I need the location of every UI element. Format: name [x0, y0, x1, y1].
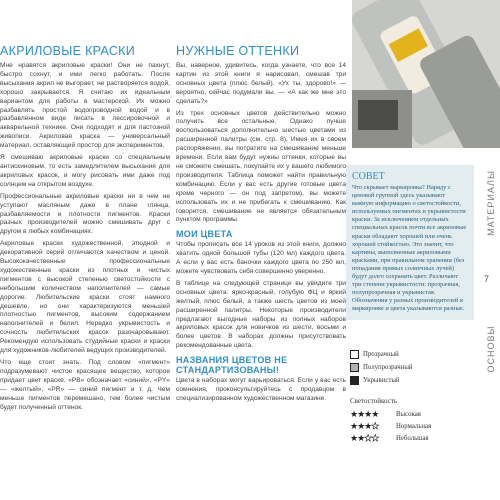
advice-title: СОВЕТ: [352, 171, 385, 182]
acrylic-p1: Мне нравятся акриловые краски! Они не пахнут, быстро сохнут, и ими легко работать. После высыхания акрил не выгорает, не растворяется водой, хорошо закрывается. Я считаю их идеальным вариантом для работы в мастерской. Их можно разбавлять простой водопроводной водой и в разбавленном виде писать в лессировочной и акварельной технике. Они подходят и для пастозной живописи. Акриловая краска — универсальный материал, оставляющий простор для экспериментов.: [0, 62, 170, 150]
page-number: 7: [484, 274, 490, 284]
legend-transparent-label: Прозрачный: [363, 351, 399, 358]
transparent-square-icon: [350, 350, 359, 359]
semitransparent-square-icon: [350, 363, 359, 372]
legend-semitransparent-label: Полупрозрачный: [363, 364, 413, 371]
legend-opaque: [346, 374, 474, 387]
rating-normal-label: Нормальная: [396, 422, 432, 430]
side-tab-label: [482, 154, 496, 264]
side-tab-label-materials: МАТЕРИАЛЫ: [486, 170, 496, 236]
lightfastness-title: Светостойкость: [350, 397, 398, 405]
rating-low: [350, 432, 474, 444]
advice-box: [346, 165, 474, 320]
column-acrylic: [0, 0, 170, 412]
legend-semitransparent: [346, 361, 474, 374]
acrylic-p3: Профессиональные акриловые краски ни в чем не уступают масляным даже в плане глянца, разбавляемости и плотности пигментов. Краски разных производителей можно смешивать друг с другом в любых комбинациях.: [0, 192, 170, 236]
side-tab: [478, 150, 500, 500]
rating-low-label: Небольшая: [396, 434, 429, 442]
legend-transparent: [346, 348, 474, 361]
acrylic-p5: Что еще стоит знать. Под словом «пигмент» подразумевают чистое красящее вещество, которое придает цвет краске. «PB» обозначает «синий», «PY» — «желтый», «PR» — синий пигмент и т. д. Чем меньше пигментов перемешано, тем более чистым будет полученный оттенок.: [0, 359, 170, 411]
paint-tubes-image: [352, 0, 500, 148]
side-tab-label-basics: [482, 300, 496, 410]
heading-not-standard: НАЗВАНИЯ ЦВЕТОВ НЕ СТАНДАРТИЗОВАНЫ!: [176, 355, 288, 376]
heading-acrylic: АКРИЛОВЫЕ КРАСКИ: [0, 44, 136, 58]
rating-low-stars-icon: ★★★★: [350, 432, 379, 443]
acrylic-p2: Я смешиваю акриловые краски со специальным антискиновым, то есть замедлителем высыхания для акриловых красок, и могу рисовать ими даже под солнцем на открытом воздухе.: [0, 154, 170, 188]
paint-tubes-photo: [352, 0, 500, 148]
heading-shades: НУЖНЫЕ ОТТЕНКИ: [176, 44, 300, 58]
side-tab-basics-text: ОСНОВЫ: [486, 325, 496, 373]
legend-opaque-label: Укрывистый: [363, 377, 400, 384]
shades-p2: Из трех основных цветов действительно можно получить все остальные. Однако лучше воспользоваться дополнительно шестью цветами из расширенной палитры (см. стр. 8). Имея их в своем распоряжении, вы потратите на смешивание меньше времени. Если вам будут нужны оттенки, которые вы не сможете смешать, покупайте их у вашего любимого производителя. Таблица поможет найти правильную комбинацию. Если у вас есть другие готовые цвета кроме черного — он под запретом), вы можете использовать их и не прибегать к смешиванию. Как говорится, смешивание не является обязательным пунктом программы.: [176, 109, 346, 224]
advice-text: Что скрывает маркировка? Наряду с ценовой группой здесь указывают важную информацию о светостойкости, используемых пигментах и укрывистости краски. За исключением отдельных специальных красок почти все акриловые краски обладают хорошей или очень хорошей стойкостью. Это значит, что картины, выполненные акриловыми красками, при правильном хранении (без попадания прямых солнечных лучей) будут долго сохранять цвет. Различают три степени укрывистости: прозрачная, полупрозрачная и укрывистая. Обозначения у разных производителей в маркировке и цвета указываются разные.: [352, 184, 467, 313]
opaque-square-icon: [350, 376, 359, 385]
rating-high: [350, 408, 474, 420]
column-shades: [176, 0, 346, 404]
heading-my-colors: МОИ ЦВЕТА: [176, 229, 233, 240]
acrylic-p4: Акриловые краски художественной, этюдной и декоративной серий отличаются качеством и ценой. Высококачественные профессиональные художественные краски из плотных и чистых пигментов с высокой степенью светостойкости с небольшим количеством наполнителей — самые дорогие. Любительские краски стоят намного дешевле, но они характеризуются меньшей плотностью пигментов, высоким содержанием наполнителей и белил. Нередко укрывистость и сочность любительских красок разочаровывают. Рекомендую использовать студийные краски и краски для художников-любителей ведущих производителей.: [0, 240, 170, 355]
rating-high-label: Высокая: [396, 410, 421, 418]
mycolors-p1: Чтобы прописать все 14 уроков из этой книги, должно хватить одной большой тубы (120 мл) каждого цвета. А если у вас есть баночки каждого цвета по 250 мл, можете чувствовать себя совершенно уверенно.: [176, 241, 346, 276]
legend: [346, 348, 474, 444]
notstandard-p1: Цвета в наборах могут варьироваться. Если у вас есть сомнения, проконсультируйтесь с продавцом в специализированном художественном магазине.: [176, 377, 346, 402]
rating-high-stars-icon: ★★★★: [350, 408, 379, 419]
acrylic-paragraphs: [0, 62, 170, 412]
rating-normal-stars-icon: ★★★★: [350, 420, 379, 431]
mycolors-p2: В таблице на следующей странице вы увидите три основных цвета: ярко-красный, голубую ФЦ и яркий желтый, плюс белый, а также шесть цветов из моей расширенной палитры. Некоторые производители предлагают выгодные наборы из полных наборов акриловых красок для новичков из шести, восьми и более цветов. В наборах должны присутствовать рекомендованные цвета.: [176, 279, 346, 350]
rating-normal: [350, 420, 474, 432]
shades-p1: Вы, наверное, удивитесь, когда узнаете, что все 14 картин из этой книги я нарисовал, смешав три основных цвета (плюс белый). «Ух ты, здорово!» — вероятно, сейчас подумали вы. — «А как же мне это сделать?»: [176, 62, 346, 105]
